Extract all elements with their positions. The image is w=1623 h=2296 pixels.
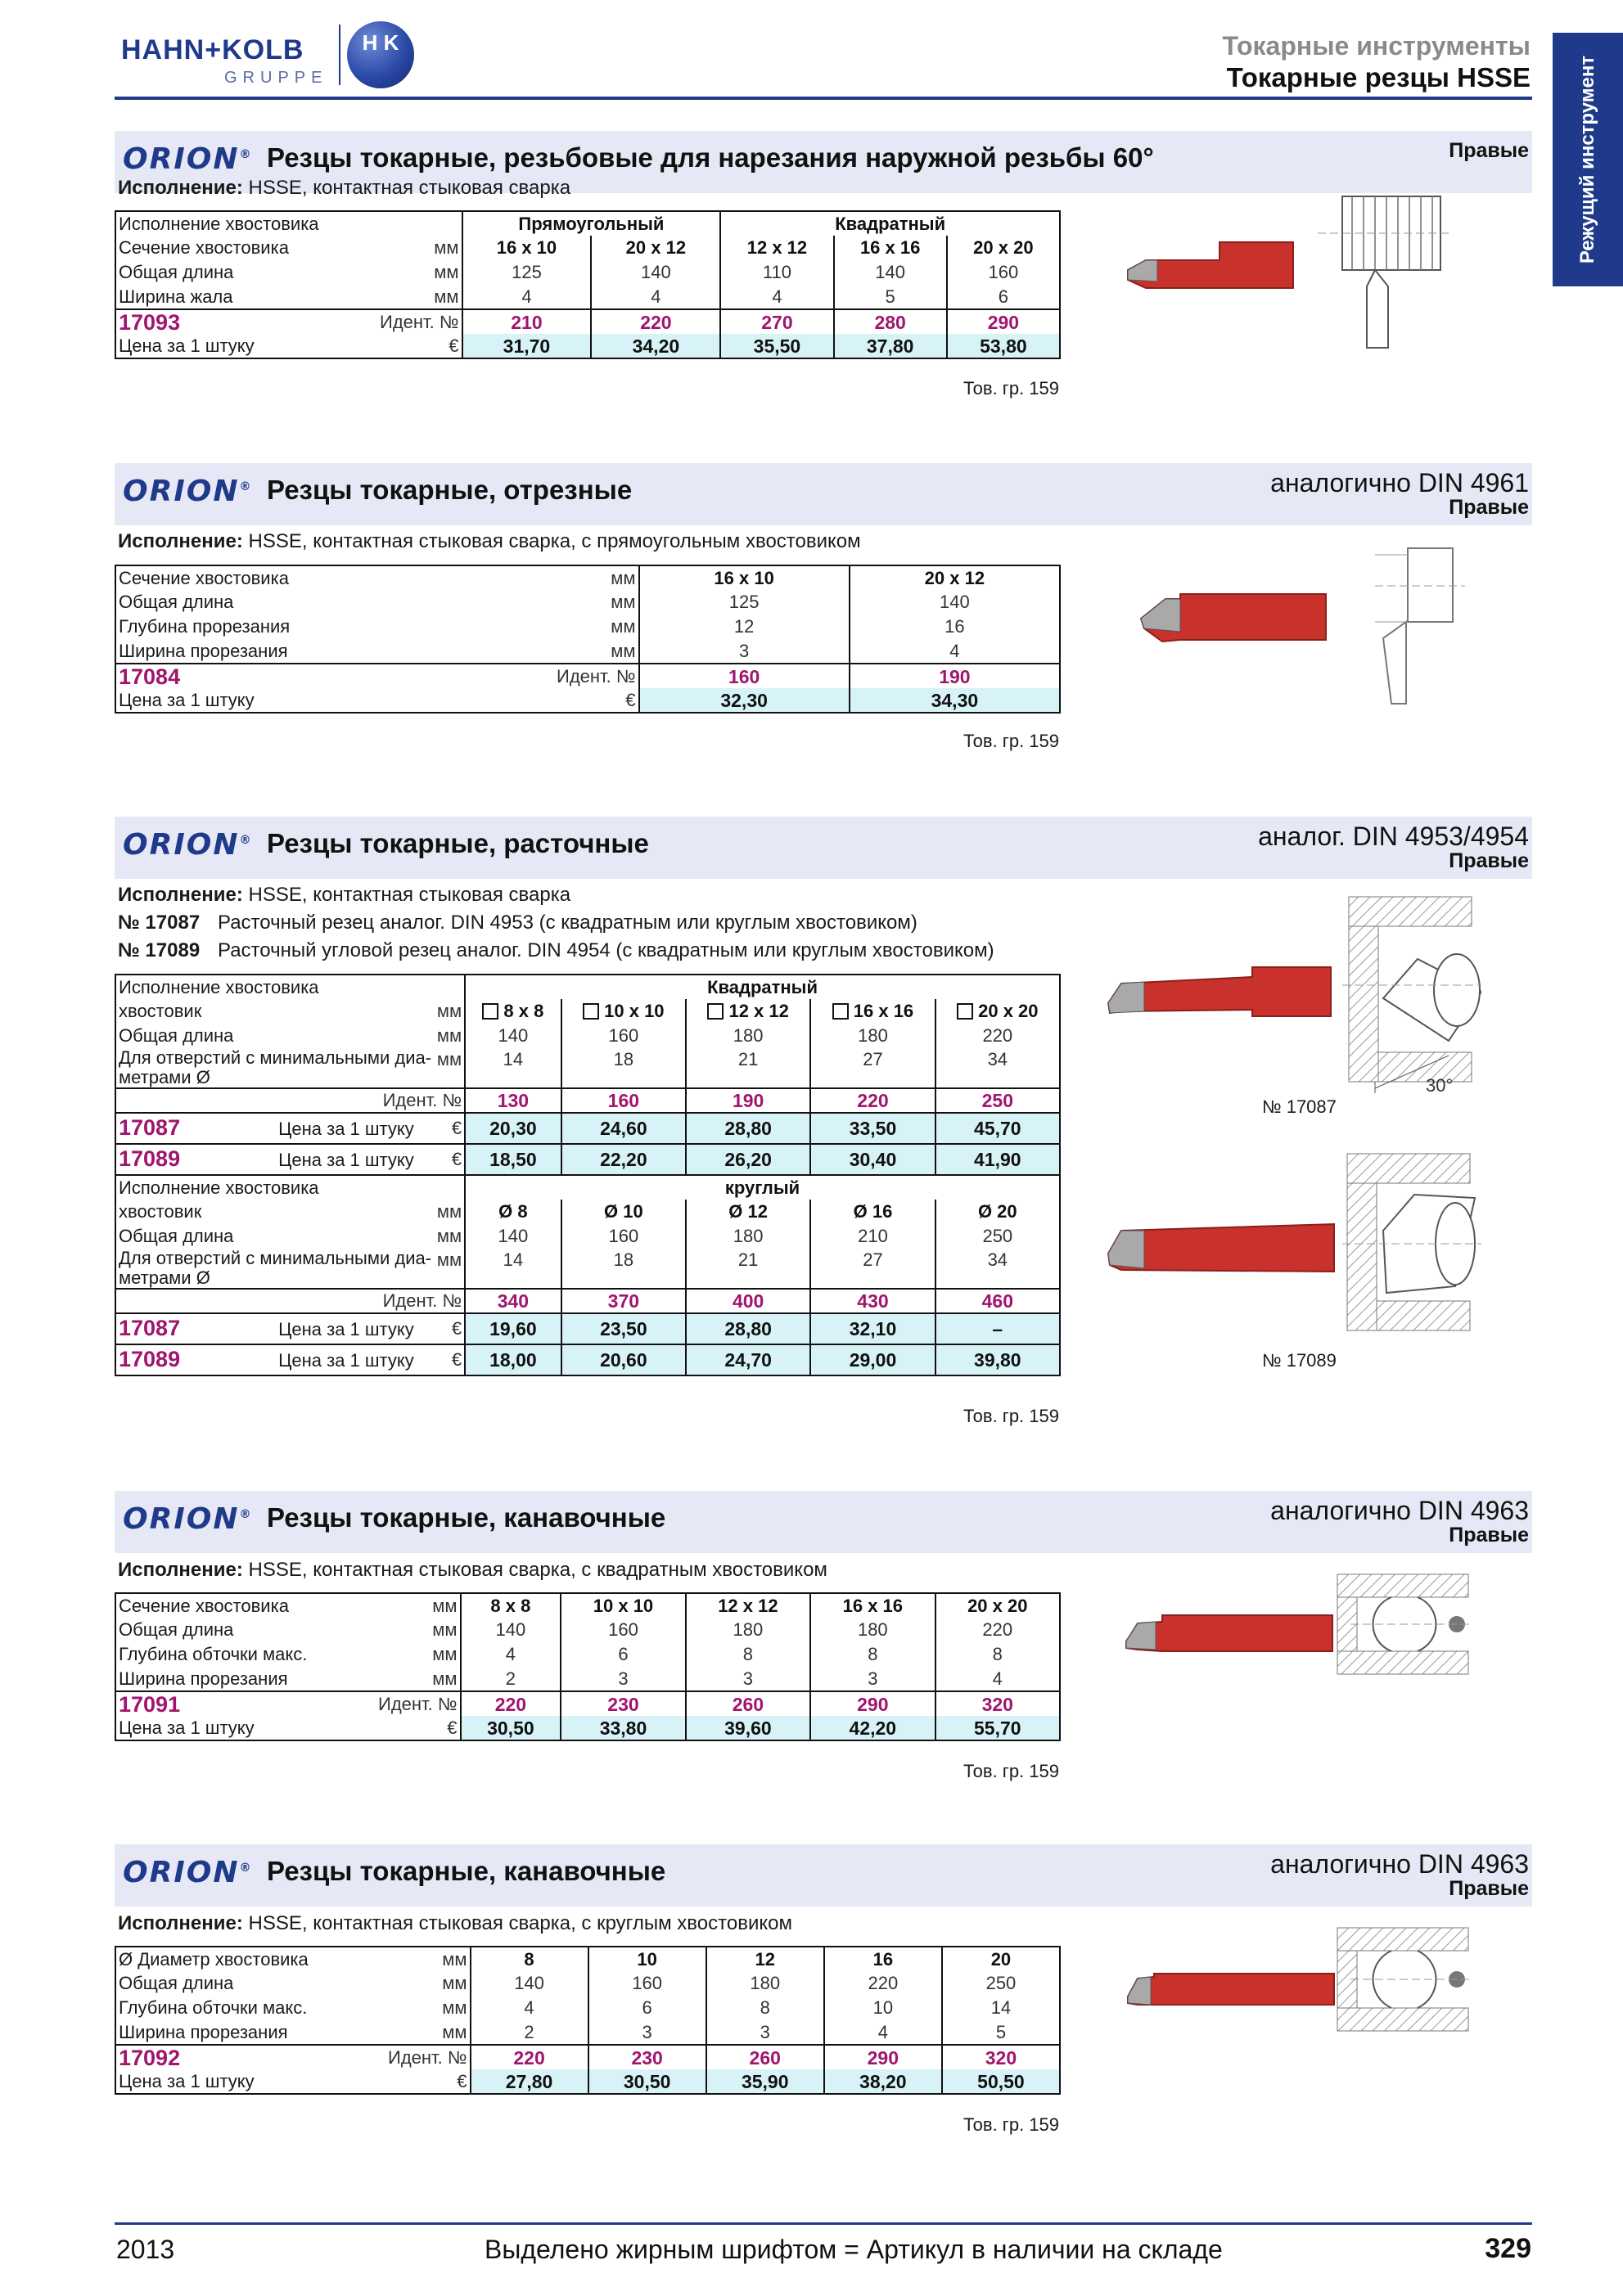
table-row: Ширина прорезания мм 3 4 [115, 639, 1060, 664]
section-din: аналогично DIN 4963 [1270, 1849, 1529, 1879]
section-din: аналогично DIN 4963 [1270, 1496, 1529, 1525]
square-shank-icon [832, 1003, 849, 1020]
article-number: 17091 [115, 1691, 376, 1716]
execution-line: Исполнение: HSSE, контактная стыковая сварка, с прямоугольным хвостовиком [118, 530, 861, 552]
section-din: аналогично DIN 4961 [1270, 468, 1529, 497]
goods-group: Тов. гр. 159 [963, 378, 1059, 398]
table-row: Ø Диаметр хвостовика мм 8 10 12 16 20 [115, 1947, 1060, 1971]
side-tab[interactable] [1553, 33, 1623, 286]
ident-row: Идент. № 340 370 400 430 460 [115, 1289, 1060, 1313]
square-shank-icon [707, 1003, 724, 1020]
table-row: хвостовик мм Ø 8 Ø 10 Ø 12 Ø 16 Ø 20 [115, 1200, 1060, 1224]
section-din: аналог. DIN 4953/4954 [1258, 822, 1529, 851]
spec-table-17084 [115, 565, 1061, 714]
table-row: Ширина прорезания мм 2 3 3 3 4 [115, 1667, 1060, 1691]
spec-table-17093 [115, 210, 1061, 359]
execution-line: Исполнение: HSSE, контактная стыковая сварка, с круглым хвостовиком [118, 1912, 792, 1934]
orion-logo: ORION® [123, 475, 251, 508]
grooving-tool-round-drawing [1113, 1920, 1473, 2042]
table-row: Исполнение хвостовика Квадратный [115, 975, 1060, 999]
hahn-kolb-logo [121, 18, 416, 92]
section-hand: Правые [1449, 496, 1529, 519]
article-number: 17084 [115, 664, 554, 688]
article-number: 17093 [115, 309, 377, 334]
note-line: № 17087 Расточный резец аналог. DIN 4953 (с квадратным или круглым хвостовиком) [118, 912, 917, 934]
execution-line: Исполнение: HSSE, контактная стыковая сварка [118, 884, 571, 906]
ident-row: 17092 Идент. № 220 230 260 290 320 [115, 2045, 1060, 2069]
section-title: Резцы токарные, канавочные [267, 1856, 666, 1886]
section-title: Резцы токарные, резьбовые для нарезания наружной резьбы 60° [267, 142, 1154, 173]
table-row: хвостовик мм 8 x 8 10 x 10 12 x 12 16 x 16 20 x 20 [115, 999, 1060, 1024]
table-row: Общая длина мм 140 160 180 220 250 [115, 1971, 1060, 1996]
ident-row: 17084 Идент. № 160 190 [115, 664, 1060, 688]
grooving-tool-square-drawing [1113, 1566, 1473, 1689]
table-row: Общая длина мм 125 140 110 140 160 [115, 260, 1060, 285]
table-row: Общая длина мм 140 160 180 210 250 [115, 1224, 1060, 1249]
table-row: Исполнение хвостовика круглый [115, 1175, 1060, 1200]
goods-group: Тов. гр. 159 [963, 1406, 1059, 1426]
header-rule [115, 97, 1532, 100]
logo-wordmark: HAHN+KOLB [121, 34, 304, 65]
section-hand: Правые [1449, 1524, 1529, 1546]
section-heading-grooving-round [115, 1844, 1532, 1907]
square-shank-icon [482, 1003, 498, 1020]
price-row: Цена за 1 штуку € 27,80 30,50 35,90 38,20 50,50 [115, 2069, 1060, 2094]
table-row: Ширина жала мм 4 4 4 5 6 [115, 285, 1060, 309]
logo-badge-icon: H K [347, 21, 414, 88]
table-row: Глубина прорезания мм 12 16 [115, 615, 1060, 639]
ident-row: Идент. № 130 160 190 220 250 [115, 1088, 1060, 1113]
figure-caption: № 17089 [1262, 1350, 1337, 1371]
table-row: Глубина обточки макс. мм 4 6 8 10 14 [115, 1996, 1060, 2020]
table-row: Сечение хвостовика мм 8 x 8 10 x 10 12 x 12 16 x 16 20 x 20 [115, 1593, 1060, 1618]
table-row: Глубина обточки макс. мм 4 6 8 8 8 [115, 1642, 1060, 1667]
section-hand: Правые [1449, 139, 1529, 162]
execution-line: Исполнение: HSSE, контактная стыковая сварка [118, 177, 571, 199]
table-row: Для отверстий с минимальными диа- метрами Ø мм 14 18 21 27 34 [115, 1249, 1060, 1289]
footer-note: Выделено жирным шрифтом = Артикул в наличии на складе [485, 2235, 1223, 2264]
table-row: Общая длина мм 140 160 180 180 220 [115, 1618, 1060, 1642]
section-title: Резцы токарные, расточные [267, 828, 649, 858]
section-title: Резцы токарные, канавочные [267, 1502, 666, 1533]
orion-logo: ORION® [123, 1502, 251, 1536]
boring-tool-17089-drawing [1097, 1149, 1481, 1337]
header-category: Токарные инструменты [1222, 31, 1531, 61]
square-shank-icon [583, 1003, 599, 1020]
price-row: 17087 Цена за 1 штуку € 19,60 23,50 28,80 32,10 – [115, 1313, 1060, 1344]
table-row: Исполнение хвостовика Прямоугольный Квадратный [115, 211, 1060, 236]
section-title: Резцы токарные, отрезные [267, 475, 633, 505]
angle-label: 30° [1426, 1075, 1454, 1096]
ident-row: 17091 Идент. № 220 230 260 290 320 [115, 1691, 1060, 1716]
ident-row: 17093 Идент. № 210 220 270 280 290 [115, 309, 1060, 334]
figure-caption: № 17087 [1262, 1096, 1337, 1117]
note-line: № 17089 Расточный угловой резец аналог. DIN 4954 (с квадратным или круглым хвостовиком) [118, 939, 994, 961]
logo-divider [339, 25, 340, 85]
orion-logo: ORION® [123, 1856, 251, 1889]
square-shank-icon [957, 1003, 973, 1020]
footer-rule [115, 2222, 1532, 2225]
orion-logo: ORION® [123, 828, 251, 862]
section-heading-grooving-square [115, 1491, 1532, 1553]
boring-tool-17087-drawing [1097, 892, 1481, 1105]
price-row: Цена за 1 штуку € 30,50 33,80 39,60 42,20 55,70 [115, 1716, 1060, 1740]
logo-subtitle: GRUPPE [224, 69, 328, 87]
spec-table-boring [115, 974, 1061, 1376]
orion-logo: ORION® [123, 142, 251, 176]
price-row: 17089 Цена за 1 штуку € 18,50 22,20 26,20 30,40 41,90 [115, 1144, 1060, 1175]
spec-table-17091 [115, 1592, 1061, 1741]
side-tab-label: Режущий инструмент [1576, 55, 1598, 264]
table-row: Ширина прорезания мм 2 3 3 4 5 [115, 2020, 1060, 2045]
parting-tool-drawing [1129, 540, 1473, 712]
section-hand: Правые [1449, 1877, 1529, 1900]
goods-group: Тов. гр. 159 [963, 1761, 1059, 1781]
table-row: Общая длина мм 125 140 [115, 590, 1060, 615]
price-row: 17087 Цена за 1 штуку € 20,30 24,60 28,80 33,50 45,70 [115, 1113, 1060, 1144]
section-heading-parting [115, 463, 1532, 525]
spec-table-17092 [115, 1946, 1061, 2095]
header-subcategory: Токарные резцы HSSE [1226, 62, 1531, 92]
price-row: Цена за 1 штуку € 32,30 34,30 [115, 688, 1060, 713]
price-row: Цена за 1 штуку € 31,70 34,20 35,50 37,80 53,80 [115, 334, 1060, 358]
section-hand: Правые [1449, 849, 1529, 872]
article-number: 17092 [115, 2045, 385, 2069]
price-row: 17089 Цена за 1 штуку € 18,00 20,60 24,70 29,00 39,80 [115, 1344, 1060, 1375]
page-number: 329 [1485, 2233, 1531, 2264]
table-row: Для отверстий с минимальными диа- метрами Ø мм 14 18 21 27 34 [115, 1048, 1060, 1088]
execution-line: Исполнение: HSSE, контактная стыковая сварка, с квадратным хвостовиком [118, 1559, 827, 1581]
goods-group: Тов. гр. 159 [963, 2114, 1059, 2135]
threading-tool-drawing [1121, 180, 1457, 352]
goods-group: Тов. гр. 159 [963, 731, 1059, 751]
footer-year: 2013 [116, 2235, 175, 2264]
table-row: Сечение хвостовика мм 16 x 10 20 x 12 [115, 565, 1060, 590]
section-heading-boring [115, 817, 1532, 879]
table-row: Общая длина мм 140 160 180 180 220 [115, 1024, 1060, 1048]
table-row: Сечение хвостовика мм 16 x 10 20 x 12 12 x 12 16 x 16 20 x 20 [115, 236, 1060, 260]
